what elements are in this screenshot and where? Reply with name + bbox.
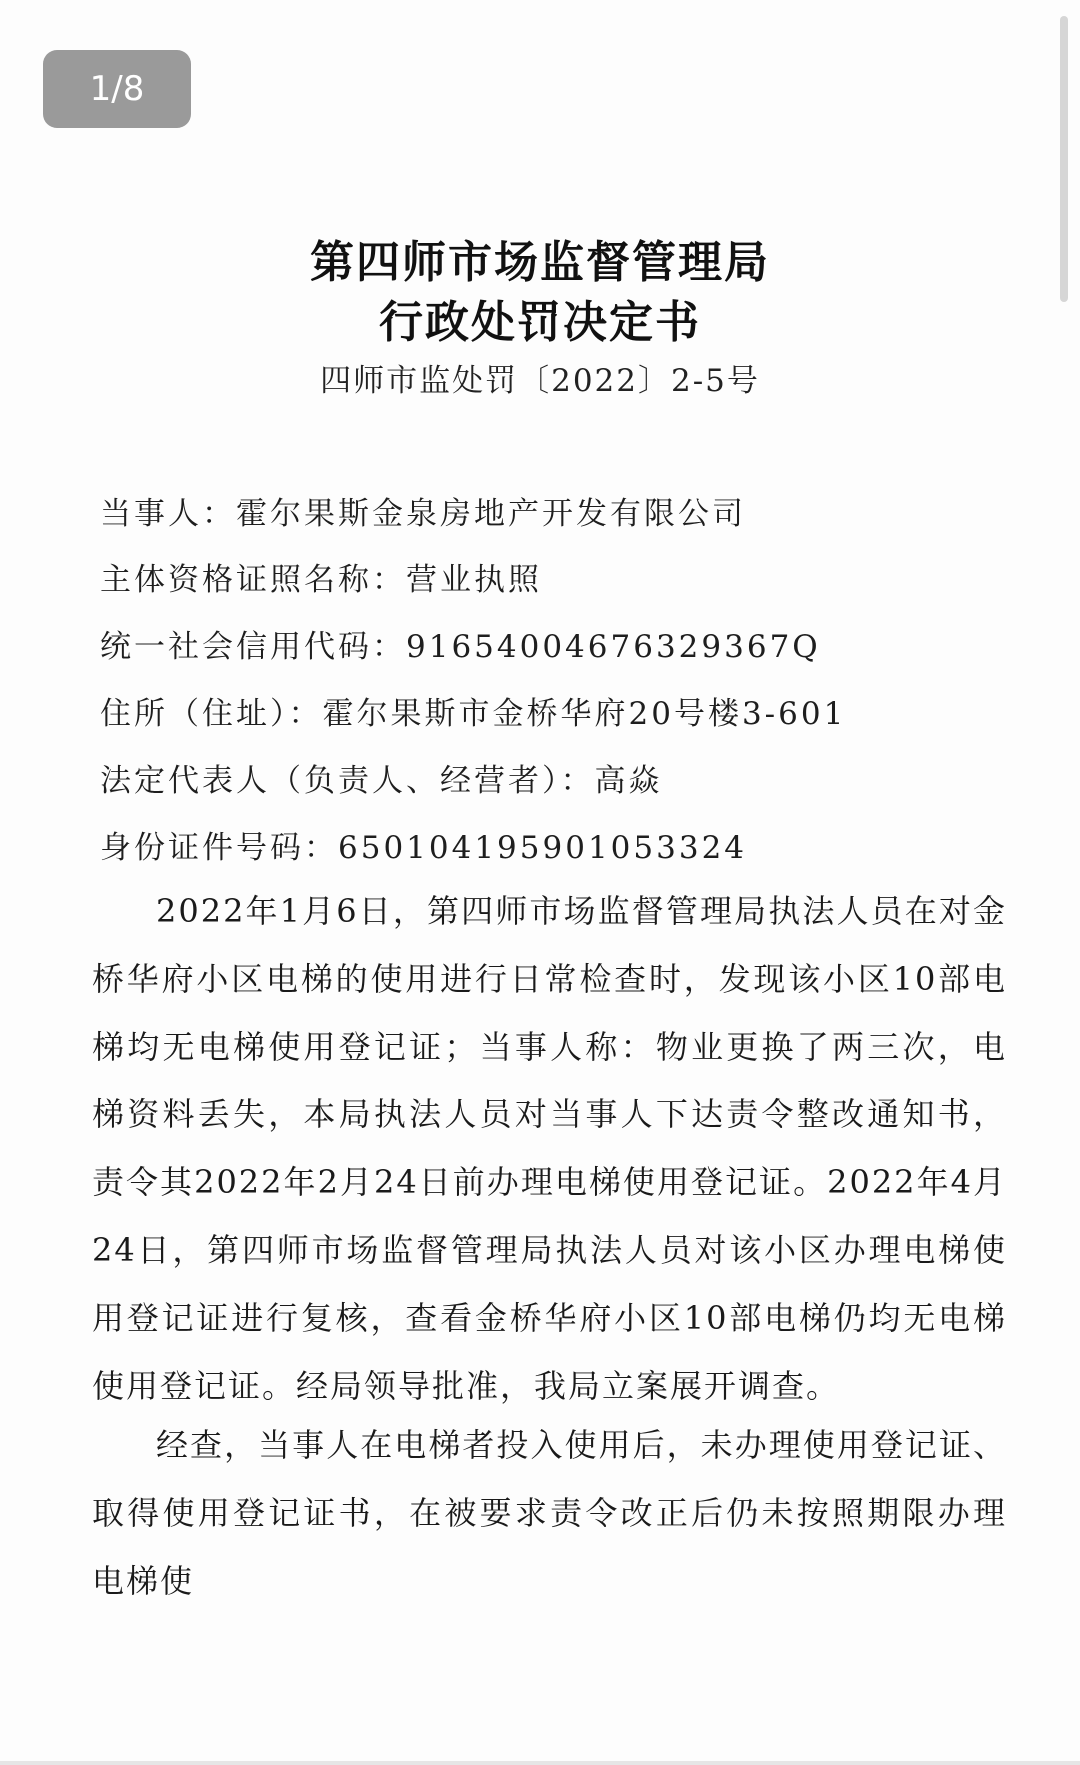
legal-representative-field: 法定代表人（负责人、经营者）：高焱 — [100, 763, 663, 799]
document-title-line1: 第四师市场监督管理局 — [310, 237, 770, 288]
document-number: 四师市监处罚〔2022〕2-5号 — [320, 363, 760, 399]
body-paragraph: 经查，当事人在电梯者投入使用后，未办理使用登记证、取得使用登记证书，在被要求责令改正后仍未按照期限办理电梯使 — [92, 1426, 1007, 1600]
page-indicator: 1/8 — [43, 50, 191, 128]
credit-code-field: 统一社会信用代码：91654004676329367Q — [100, 629, 821, 665]
address-field: 住所（住址）：霍尔果斯市金桥华府20号楼3-601 — [100, 696, 847, 732]
id-number-field: 身份证件号码：650104195901053324 — [100, 830, 748, 866]
party-name-field: 当事人：霍尔果斯金泉房地产开发有限公司 — [100, 496, 746, 532]
document-title-line2: 行政处罚决定书 — [379, 297, 701, 348]
body-paragraph: 2022年1月6日，第四师市场监督管理局执法人员在对金桥华府小区电梯的使用进行日常检查时，发现该小区10部电梯均无电梯使用登记证；当事人称：物业更换了两三次，电梯资料丢失，本局执法人员对当事人下达责令整改通知书，责令其2022年2月24日前办理电梯使用登记证。2022年4月24日，第四师市场监督管理局执法人员对该小区办理电梯使用登记证进行复核，查看金桥华府小区10部电梯仍均无电梯使用登记证。经局领导批准，我局立案展开调查。 — [92, 892, 1007, 1405]
page-bottom-edge — [0, 1761, 1080, 1765]
license-type-field: 主体资格证照名称：营业执照 — [100, 562, 542, 598]
